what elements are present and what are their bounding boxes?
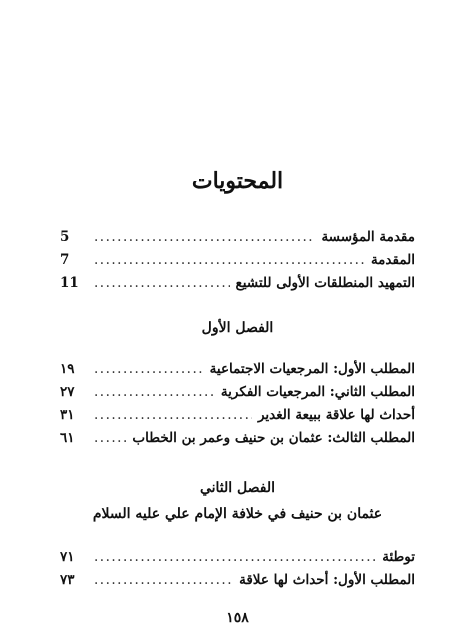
leader-dots (94, 384, 215, 400)
leader-dots (94, 572, 233, 588)
toc-entry-page: ٧١ (60, 549, 75, 565)
toc-entry[interactable] (60, 407, 415, 429)
leader-dots (94, 407, 252, 423)
toc-entry-page: ١٩ (60, 361, 75, 377)
toc-entry[interactable] (60, 229, 415, 251)
chapter-two-subheading: عثمان بن حنيف في خلافة الإمام علي عليه السلام (92, 506, 383, 522)
leader-dots (94, 275, 230, 291)
toc-entry-label: المطلب الأول: المرجعيات الاجتماعية (209, 361, 415, 377)
toc-entry-page: ٦١ (60, 430, 75, 446)
toc-entry-label: المطلب الأول: أحداث لها علاقة (239, 572, 415, 588)
leader-dots (94, 229, 315, 245)
toc-entry-page: 7 (60, 252, 70, 268)
toc-entry-page: 11 (60, 275, 79, 291)
toc-entry-label: مقدمة المؤسسة (321, 229, 415, 245)
toc-entry[interactable] (60, 361, 415, 383)
toc-entry[interactable] (60, 549, 415, 571)
leader-dots (94, 361, 204, 377)
toc-entry[interactable] (60, 384, 415, 406)
toc-entry[interactable] (60, 430, 415, 452)
toc-entry-label: توطئة (382, 549, 415, 565)
toc-entry-page: ٣١ (60, 407, 75, 423)
toc-entry-label: أحداث لها علاقة ببيعة الغدير (257, 407, 415, 423)
toc-entry[interactable] (60, 275, 415, 297)
page-number: ١٥٨ (226, 610, 249, 626)
chapter-one-heading: الفصل الأول (201, 320, 274, 336)
leader-dots (94, 549, 376, 565)
toc-entry-page: 5 (60, 229, 70, 245)
toc-entry-page: ٧٣ (60, 572, 75, 588)
leader-dots (94, 430, 126, 446)
page-title: المحتويات (191, 168, 284, 194)
toc-entry-page: ٢٧ (60, 384, 75, 400)
toc-entry-label: المقدمة (370, 252, 415, 268)
toc-entry-label: التمهيد المنطلقات الأولى للتشيع (235, 275, 415, 291)
toc-entry[interactable] (60, 252, 415, 274)
chapter-two-heading: الفصل الثاني (199, 480, 276, 496)
toc-entry-label: المطلب الثاني: المرجعيات الفكرية (220, 384, 415, 400)
leader-dots (94, 252, 365, 268)
toc-entry-label: المطلب الثالث: عثمان بن حنيف وعمر بن الخطاب (132, 430, 415, 446)
toc-entry[interactable] (60, 572, 415, 594)
